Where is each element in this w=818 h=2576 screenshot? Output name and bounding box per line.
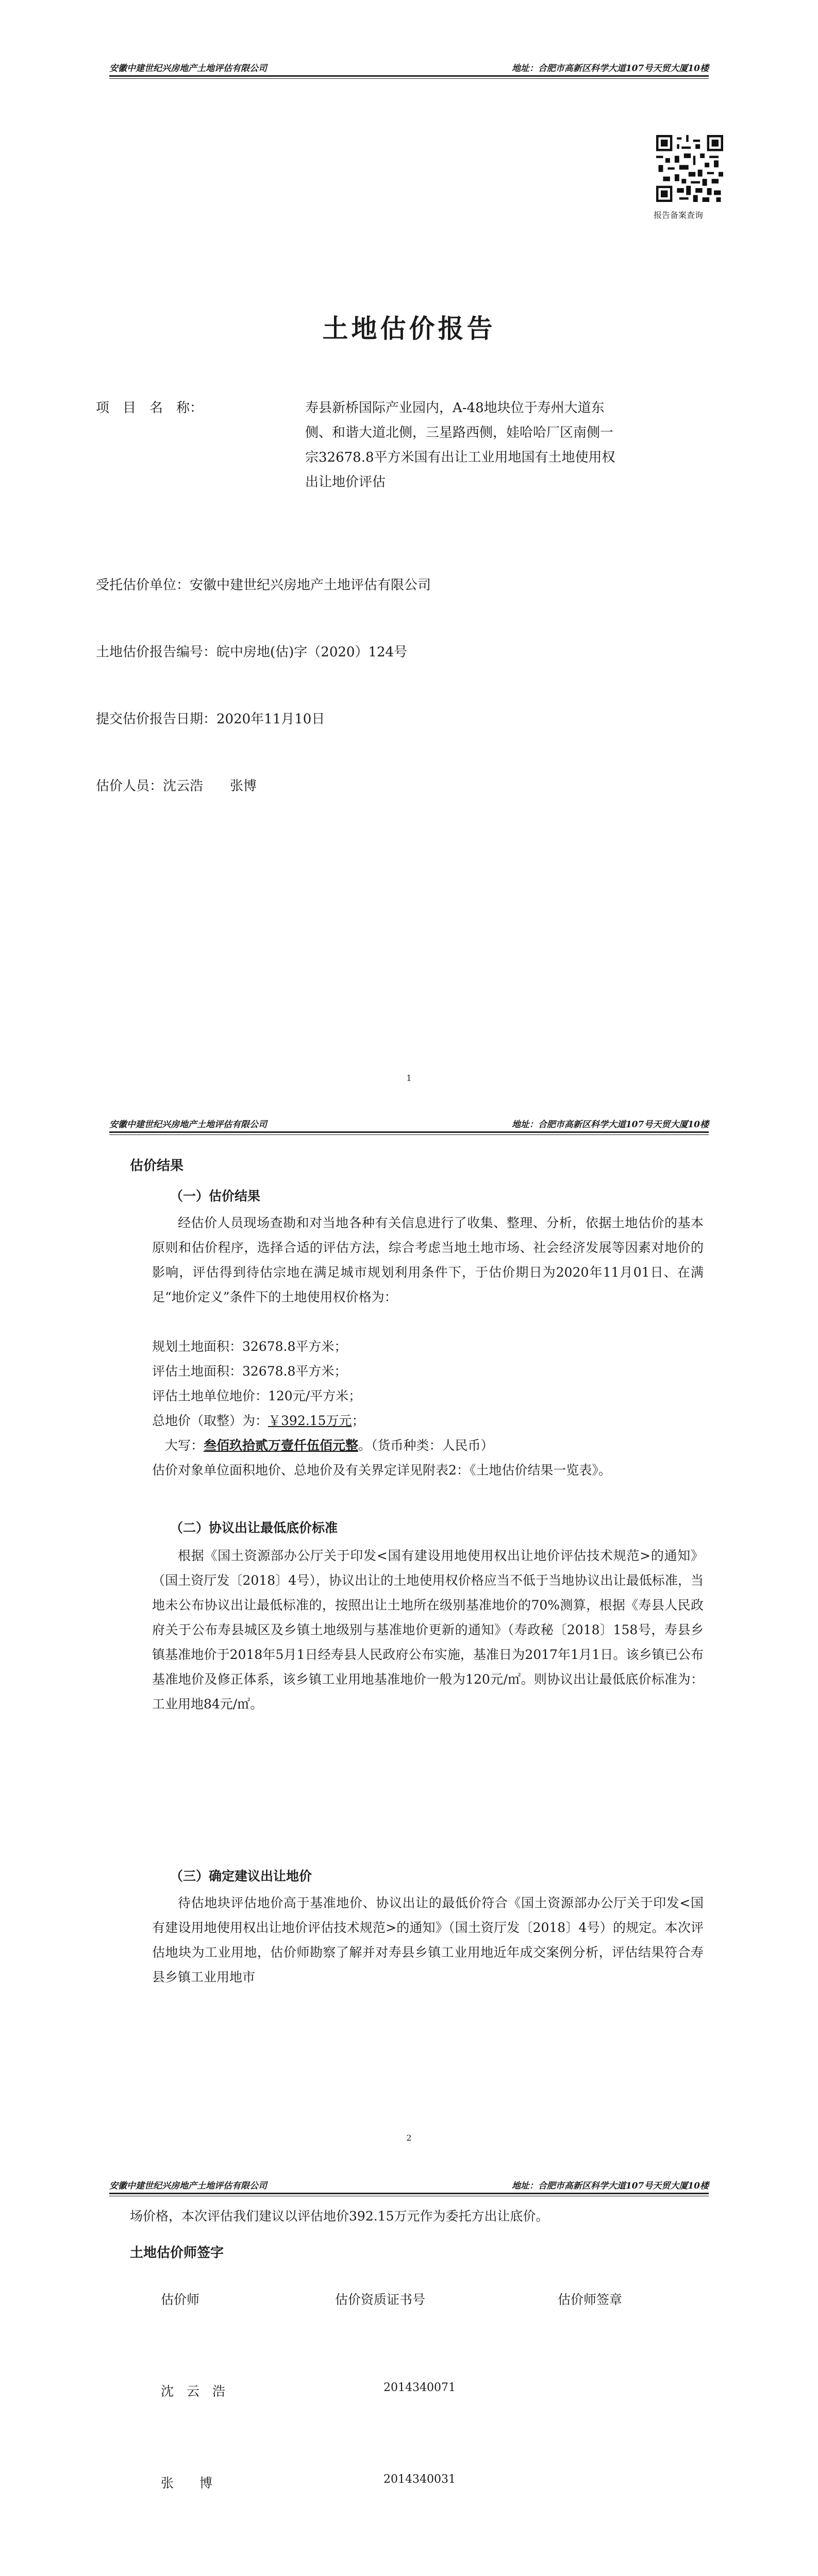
project-line: 寿县新桥国际产业园内，A-48地块位于寿州大道东 <box>305 400 605 416</box>
project-line: 宗32678.8平方米国有出让工业用地国有土地使用权 <box>305 450 615 465</box>
appraisers-label: 估价人员： <box>96 778 163 794</box>
date-label: 提交估价报告日期： <box>96 711 217 727</box>
paragraph: 估价对象单位面积地价、总地价及有关界定详见附表2：《土地估价结果一览表》。 <box>152 1463 611 1478</box>
appraisers-value: 沈云浩 张博 <box>163 778 257 794</box>
appraisers-row <box>96 774 257 799</box>
header-rule <box>109 2193 709 2194</box>
paragraph: 根据《国土资源部办公厅关于印发<国有建设用地使用权出让地价评估技术规范>的通知》（国土资厅发〔2018〕4号），协议出让的土地使用权价格应当不低于当地协议出让最低标准，当地未公布协议出让最低标准的，按照出让土地所在级别基准地价的70%测算，根据《寿县人民政府关于公布寿县城区及乡镇土地级别与基准地价更新的通知》（寿政秘〔2018〕158号，寿县乡镇基准地价于2018年5月1日经寿县人民政府公布实施，基准日为2017年1月1日。该乡镇已公布基准地价及修正体系，该乡镇工业用地基准地价一般为120元/㎡。则协议出让最低底价标准为：工业用地84元/㎡。 <box>152 1548 704 1711</box>
appraiser-cert: 2014340031 <box>383 2473 456 2486</box>
section-title: 土地估价师签字 <box>130 2245 224 2261</box>
cover-page <box>0 0 818 1113</box>
total-price-value: ￥392.15万元 <box>268 1413 352 1428</box>
area-plan: 规划土地面积：32678.8平方米； <box>152 1339 347 1354</box>
capitalized-label: 大写： <box>165 1438 204 1453</box>
appraiser-name: 沈 云 浩 <box>161 2384 226 2399</box>
unit-price: 评估土地单位地价：120元/平方米； <box>152 1388 362 1403</box>
area-eval: 评估土地面积：32678.8平方米； <box>152 1364 347 1379</box>
header-rule-thin <box>109 1134 709 1135</box>
capitalized-suffix: 。（货币种类：人民币） <box>358 1438 494 1453</box>
total-price-row <box>152 1409 365 1433</box>
signature-page <box>0 2174 818 2576</box>
project-line: 侧、和谐大道北侧，三星路西侧，娃哈哈厂区南侧一 <box>305 425 614 440</box>
header-address: 地址：合肥市高新区科学大道107号天贸大厦10楼 <box>511 63 709 74</box>
capitalized-value: 叁佰玖拾贰万壹仟伍佰元整 <box>204 1438 359 1453</box>
subsection-title: （二）协议出让最低底价标准 <box>170 1520 338 1535</box>
page-number: 1 <box>406 1073 412 1083</box>
date-row <box>96 707 325 732</box>
paragraph: 经估价人员现场查勘和对当地各种有关信息进行了收集、整理、分析，依据土地估价的基本原则和估价程序，选择合适的评估方法，综合考虑当地土地市场、社会经济发展等因素对地价的影响，评估得到待估宗地在满足城市规划利用条件下，于估价期日为2020年11月01日、在满足“地价定义”条件下的土地使用权价格为： <box>152 1215 704 1304</box>
appraiser-cert: 2014340071 <box>383 2381 456 2394</box>
page-header <box>109 2174 709 2202</box>
capitalized-row <box>165 1433 494 1458</box>
header-rule-thin <box>109 78 709 79</box>
project-name-label: 项 目 名 称： <box>96 400 204 416</box>
project-line: 出让地价评估 <box>305 474 386 490</box>
header-address: 地址：合肥市高新区科学大道107号天贸大厦10楼 <box>511 2181 709 2191</box>
total-price-suffix: ； <box>352 1413 365 1428</box>
header-company: 安徽中建世纪兴房地产土地评估有限公司 <box>109 63 267 74</box>
paragraph: 场价格，本次评估我们建议以评估地价392.15万元作为委托方出让底价。 <box>130 2209 549 2224</box>
report-no-value: 皖中房地(估)字（2020）124号 <box>216 645 408 660</box>
col-header-seal: 估价师签章 <box>558 2292 623 2307</box>
page-header <box>109 1113 709 1141</box>
qr-label: 报告备案查询 <box>654 210 704 220</box>
section-title: 估价结果 <box>130 1158 184 1174</box>
date-value: 2020年11月10日 <box>216 711 325 727</box>
qr-code-icon[interactable] <box>656 135 723 202</box>
client-label: 受托估价单位： <box>96 578 190 593</box>
paragraph: 待估地块评估地价高于基准地价、协议出让的最低价符合《国土资源部办公厅关于印发<国有建设用地使用权出让地价评估技术规范>的通知》（国土资厅发〔2018〕4号）的规定。本次评估地块为工业用地，估价师勘察了解并对寿县乡镇工业用地近年成交案例分析，评估结果符合寿县乡镇工业用地市 <box>152 1895 704 1985</box>
subsection-title: （一）估价结果 <box>170 1189 261 1204</box>
project-name-value <box>305 396 702 495</box>
report-no-label: 土地估价报告编号： <box>96 645 217 660</box>
header-rule <box>109 1131 709 1133</box>
report-title: 土地估价报告 <box>322 313 496 344</box>
header-address: 地址：合肥市高新区科学大道107号天贸大厦10楼 <box>511 1120 709 1130</box>
header-company: 安徽中建世纪兴房地产土地评估有限公司 <box>109 2181 267 2191</box>
client-row <box>96 573 431 598</box>
header-company: 安徽中建世纪兴房地产土地评估有限公司 <box>109 1120 267 1130</box>
total-price-label: 总地价（取整）为： <box>152 1413 269 1428</box>
header-rule <box>109 75 709 77</box>
results-page <box>0 1113 818 2174</box>
subsection-title: （三）确定建议出让地价 <box>170 1869 312 1884</box>
report-no-row <box>96 640 407 665</box>
appraiser-name: 张 博 <box>161 2476 213 2490</box>
client-value: 安徽中建世纪兴房地产土地评估有限公司 <box>190 578 431 593</box>
page-number: 2 <box>406 2133 412 2143</box>
col-header-cert: 估价资质证书号 <box>335 2292 426 2307</box>
col-header-appraiser: 估价师 <box>161 2292 200 2307</box>
page-header <box>109 57 709 84</box>
